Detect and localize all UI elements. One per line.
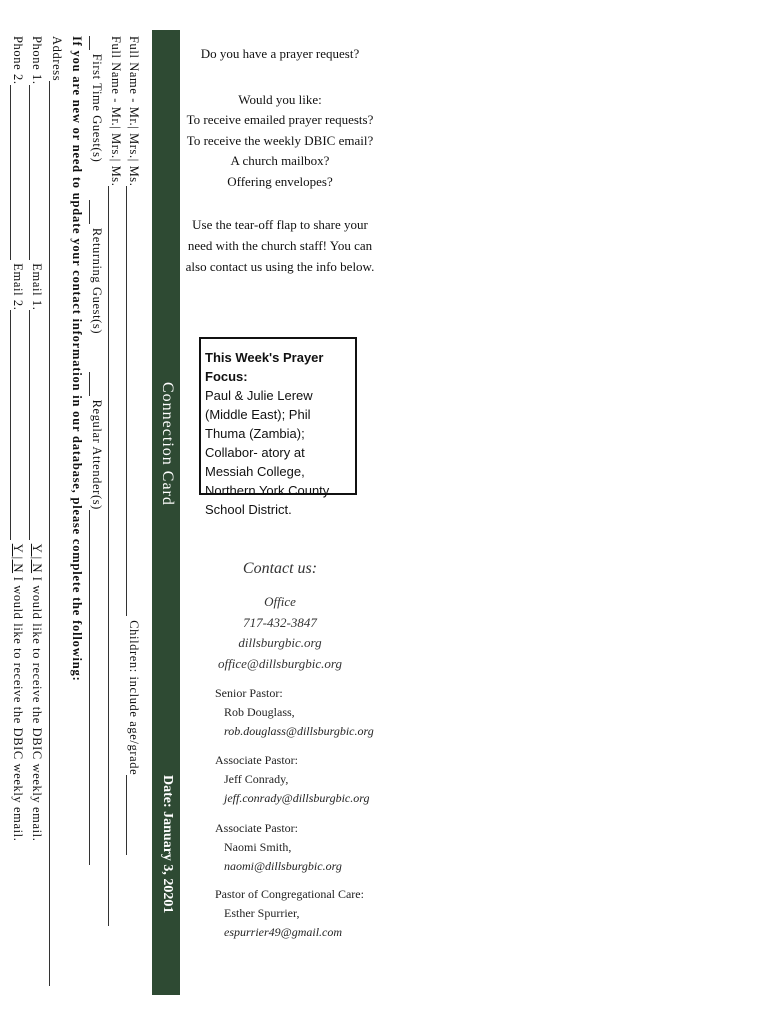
staff-congregational-care [215,885,364,942]
card-title: Connection Card [159,382,176,506]
prayer-options [180,110,380,192]
contact-row-2 [10,36,25,986]
option-emailed-prayer: To receive emailed prayer requests? [186,112,374,127]
regular-attender-label: Regular Attender(s) [90,399,104,510]
full-name-2-field[interactable] [108,186,121,926]
contact-row-1 [29,36,44,986]
first-time-guest-checkbox[interactable] [89,36,102,50]
guest-type-row [89,36,104,986]
guest-type-underline [89,510,102,865]
staff-role: Senior Pastor: [215,686,283,700]
name-row-2 [108,36,123,986]
address-row [49,36,64,986]
phone-1-field[interactable] [29,85,42,260]
prayer-focus-title: This Week's Prayer Focus: [205,350,324,384]
office-contact [180,592,380,674]
address-label: Address [50,36,64,82]
prayer-focus-box [199,337,357,517]
name-row-1 [126,36,141,986]
address-field[interactable] [49,81,62,986]
option-church-mailbox: A church mailbox? [230,153,330,168]
connection-card-form [0,30,180,995]
office-phone[interactable]: 717-432-3847 [243,614,317,630]
staff-name: Rob Douglass, [224,705,295,719]
email-2-label: Email 2. [11,263,25,311]
returning-guest-label: Returning Guest(s) [90,227,104,335]
phone-1-label: Phone 1. [30,36,44,85]
weekly-email-2-yes-no[interactable]: Y | N [11,543,25,574]
staff-name: Naomi Smith, [224,840,292,854]
first-time-guest-label: First Time Guest(s) [90,53,104,163]
contact-heading: Contact us: [242,560,318,577]
children-label: Children: include age/grade [127,620,141,776]
phone-2-field[interactable] [10,85,23,260]
staff-role: Associate Pastor: [215,753,298,767]
email-2-field[interactable] [10,310,23,540]
update-note: If you are new or need to update your contact information in our database, please complete the following: [70,36,84,682]
tear-off-note: Use the tear-off flap to share your need with the church staff! You can also contact us using the info below. [185,217,375,274]
staff-associate-pastor-1 [215,751,369,808]
staff-role: Pastor of Congregational Care: [215,887,364,901]
staff-email[interactable]: rob.douglass@dillsburgbic.org [224,724,374,738]
office-label: Office [264,594,296,609]
weekly-email-1-yes-no[interactable]: Y | N [30,543,44,574]
staff-email[interactable]: espurrier49@gmail.com [224,925,343,939]
full-name-2-label: Full Name - Mr.| Mrs.| Ms. [109,36,123,187]
website-link[interactable]: dillsburgbic.org [238,635,322,650]
staff-associate-pastor-2 [215,819,342,876]
email-1-field[interactable] [29,310,42,540]
staff-role: Associate Pastor: [215,821,298,835]
full-name-1-label: Full Name - Mr.| Mrs.| Ms. [127,36,141,187]
info-panel [180,0,400,1024]
prayer-focus-body: Paul & Julie Lerew (Middle East); Phil Thuma (Zambia); Collabor- atory at Messiah College, Northern York County School District. [205,388,330,517]
would-you-like: Would you like: [238,92,322,107]
prayer-question: Do you have a prayer request? [200,46,360,61]
staff-email[interactable]: naomi@dillsburgbic.org [224,859,342,873]
phone-2-label: Phone 2. [11,36,25,85]
weekly-email-1-label: I would like to receive the DBIC weekly email. [30,576,44,842]
regular-attender-checkbox[interactable] [89,372,102,396]
option-weekly-email: To receive the weekly DBIC email? [186,132,374,148]
staff-email[interactable]: jeff.conrady@dillsburgbic.org [224,791,370,805]
staff-senior-pastor [215,684,374,741]
card-date: Date: January 3, 20201 [160,775,175,914]
staff-name: Jeff Conrady, [224,772,289,786]
returning-guest-checkbox[interactable] [89,200,102,224]
full-name-1-field[interactable] [126,186,139,616]
email-1-label: Email 1. [30,263,44,311]
staff-name: Esther Spurrier, [224,906,300,920]
children-field[interactable] [126,775,139,855]
office-email[interactable]: office@dillsburgbic.org [217,655,342,671]
card-header-band [152,30,180,995]
weekly-email-2-label: I would like to receive the DBIC weekly email. [11,576,25,842]
option-offering-envelopes: Offering envelopes? [227,173,333,189]
